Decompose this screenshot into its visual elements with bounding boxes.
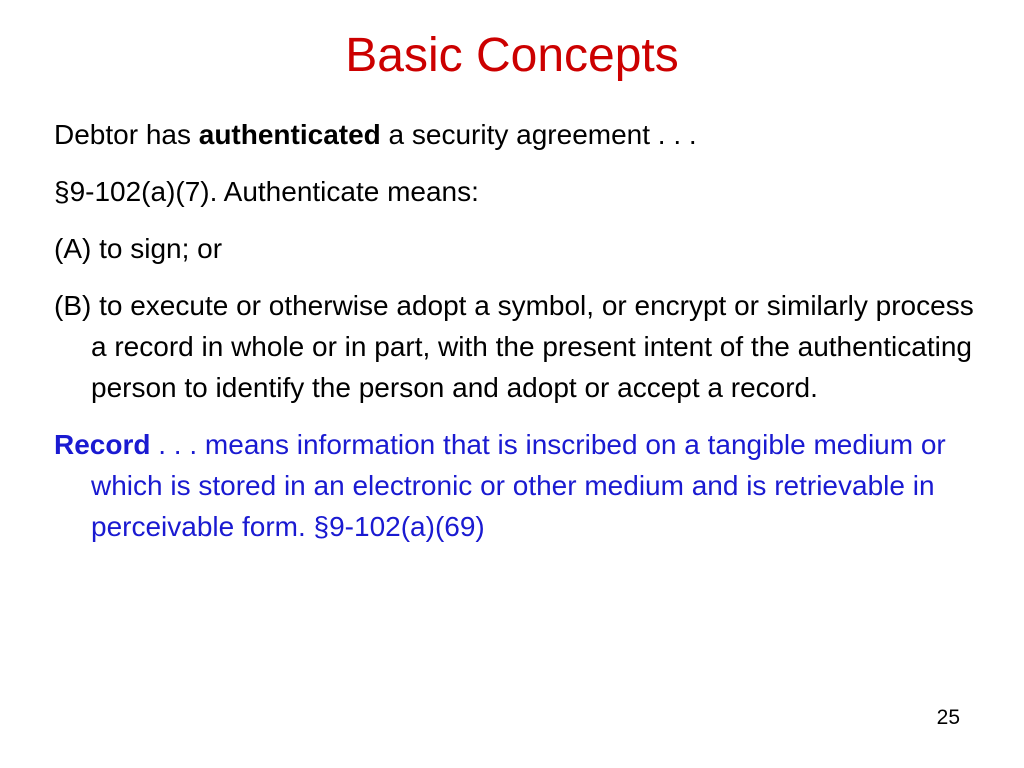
option-b-paragraph: (B) to execute or otherwise adopt a symbol, or encrypt or similarly process a record in whole or in part, with the present intent of the authenticating person to identify the person and adopt or accept a record. <box>54 290 974 403</box>
record-paragraph <box>54 424 984 547</box>
authenticated-term: authenticated <box>198 119 381 150</box>
statute-paragraph: §9-102(a)(7). Authenticate means: <box>54 176 479 207</box>
debtor-prefix: Debtor has <box>54 119 199 150</box>
page-number: 25 <box>936 706 960 729</box>
record-term: Record <box>54 429 151 460</box>
option-a-paragraph: (A) to sign; or <box>54 233 223 264</box>
slide-body <box>54 114 984 547</box>
record-definition: . . . means information that is inscribed on a tangible medium or which is stored in an electronic or other medium and is retrievable in perceivable form. §9-102(a)(69) <box>91 429 946 542</box>
slide-title: Basic Concepts <box>345 29 679 82</box>
debtor-suffix: a security agreement . . . <box>380 119 697 150</box>
debtor-paragraph <box>54 114 984 155</box>
